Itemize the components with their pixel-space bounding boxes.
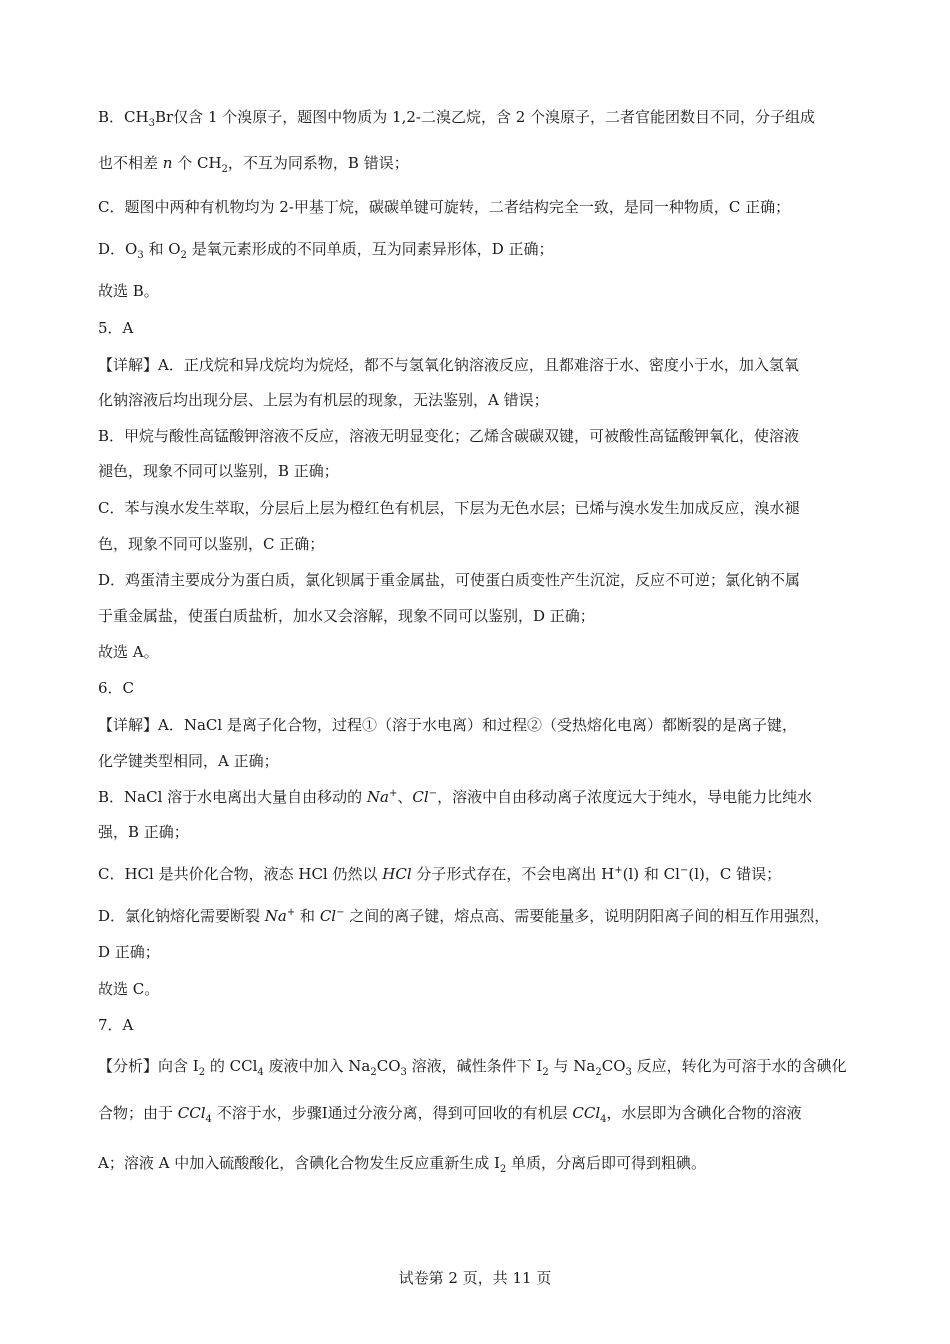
text-line xyxy=(98,498,858,518)
text-line xyxy=(98,281,858,301)
text-segment: D 正确； xyxy=(98,943,160,961)
text-segment: 、 xyxy=(397,788,413,806)
text-line xyxy=(98,318,858,338)
text-segment: 仅含 1 个溴原子，题图中物质为 1,2-二溴乙烷，含 2 个溴原子，二者官能团数目不同，分子组成 xyxy=(173,108,816,126)
text-segment: 2 xyxy=(542,1067,549,1076)
text-line xyxy=(98,239,858,259)
text-segment: 于重金属盐，使蛋白质盐析，加水又会溶解，现象不同可以鉴别，D 正确； xyxy=(98,607,595,625)
text-segment: 4 xyxy=(257,1067,264,1076)
text-segment: 的 CCl xyxy=(205,1057,258,1075)
text-line xyxy=(98,942,858,962)
text-segment: CH xyxy=(124,108,149,126)
text-line xyxy=(98,1056,858,1076)
text-line xyxy=(98,107,858,127)
text-segment: + xyxy=(614,865,623,876)
text-segment: 反应，转化为可溶于水的含碘化 xyxy=(631,1057,847,1075)
text-segment: 故选 B。 xyxy=(98,282,159,300)
text-line xyxy=(98,461,858,481)
text-segment: 2 xyxy=(180,250,187,259)
text-segment: 单质，分离后即可得到粗碘。 xyxy=(506,1154,707,1172)
text-line xyxy=(98,822,858,842)
text-segment: CO xyxy=(376,1057,401,1075)
text-segment: 故选 A。 xyxy=(98,643,159,661)
text-segment: (l) 和 Cl xyxy=(622,865,680,883)
text-segment: Cl xyxy=(412,788,429,806)
text-line xyxy=(98,570,858,590)
text-segment: A；溶液 A 中加入硫酸酸化，含碘化合物发生反应重新生成 I xyxy=(98,1154,500,1172)
text-segment: + xyxy=(388,788,398,799)
text-segment: − xyxy=(428,788,438,799)
text-segment: 化学键类型相同，A 正确； xyxy=(98,752,279,770)
text-line xyxy=(98,426,858,446)
text-line xyxy=(98,751,858,771)
text-line xyxy=(98,197,858,217)
text-segment: ，不互为同系物，B 错误； xyxy=(227,154,409,172)
text-segment: 分子形式存在，不会电离出 H xyxy=(411,865,615,883)
text-segment: 2 xyxy=(221,164,228,173)
text-segment: 【详解】A．正戊烷和异戊烷均为烷烃，都不与氢氧化钠溶液反应，且都难溶于水、密度小于水，加入氢氧 xyxy=(98,356,799,374)
text-segment: 2 xyxy=(370,1067,377,1076)
text-segment: C．苯与溴水发生萃取，分层后上层为橙红色有机层，下层为无色水层；已烯与溴水发生加成反应，溴水褪 xyxy=(98,499,800,517)
text-segment: 不溶于水，步骤Ⅰ通过分液分离，得到可回收的有机层 xyxy=(211,1104,573,1122)
text-segment: 2 xyxy=(499,1164,507,1173)
text-segment: C．题图中两种有机物均为 2-甲基丁烷，碳碳单键可旋转，二者结构完全一致，是同一种物质，C 正确； xyxy=(98,198,791,216)
text-segment: 2 xyxy=(198,1067,206,1076)
text-line xyxy=(98,606,858,626)
text-segment: Na xyxy=(366,788,389,806)
text-segment: 色，现象不同可以鉴别，C 正确； xyxy=(98,535,325,553)
page-footer: 试卷第 2 页，共 11 页 xyxy=(398,1269,552,1287)
text-line xyxy=(98,906,858,926)
text-segment: 与 Na xyxy=(548,1057,596,1075)
text-segment: HCl xyxy=(382,865,412,883)
text-segment: (l)，C 错误； xyxy=(688,865,782,883)
text-segment: 5．A xyxy=(98,319,134,337)
text-segment: 故选 C。 xyxy=(98,980,160,998)
text-line xyxy=(98,1015,858,1035)
text-line xyxy=(98,715,858,735)
text-segment: 3 xyxy=(148,118,155,127)
text-line xyxy=(98,1103,858,1123)
text-segment: D．鸡蛋清主要成分为蛋白质，氯化钡属于重金属盐，可使蛋白质变性产生沉淀，反应不可逆；氯化钠不属 xyxy=(98,571,801,589)
text-segment: 是氧元素形成的不同单质，互为同素异形体，D 正确； xyxy=(186,240,554,258)
text-segment: Na xyxy=(264,907,287,925)
text-line xyxy=(98,787,858,807)
text-segment: CCl xyxy=(177,1104,206,1122)
text-segment: 褪色，现象不同可以鉴别，B 正确； xyxy=(98,462,339,480)
text-segment: 【详解】A．NaCl 是离子化合物，过程①（溶于水电离）和过程②（受热熔化电离）都断裂的是离子键， xyxy=(98,716,797,734)
text-segment: 3 xyxy=(137,250,144,259)
text-line xyxy=(98,534,858,554)
text-segment: − xyxy=(336,907,345,918)
text-segment: B． xyxy=(98,108,125,126)
text-segment: 和 xyxy=(295,907,320,925)
text-line xyxy=(98,678,858,698)
text-segment: 4 xyxy=(205,1114,212,1123)
text-segment: 也不相差 xyxy=(98,154,159,172)
text-segment: CCl xyxy=(572,1104,601,1122)
text-segment: 4 xyxy=(600,1114,607,1123)
text-line xyxy=(98,390,858,410)
text-line xyxy=(98,1153,858,1173)
text-segment: ，溶液中自由移动离子浓度远大于纯水，导电能力比纯水 xyxy=(437,788,813,806)
text-segment: 合物；由于 xyxy=(98,1104,178,1122)
text-segment: 7．A xyxy=(98,1016,134,1034)
text-line xyxy=(98,979,858,999)
text-segment: C．HCl 是共价化合物，液态 HCl 仍然以 xyxy=(98,865,383,883)
text-segment: Br xyxy=(154,108,174,126)
text-segment: B．甲烷与酸性高锰酸钾溶液不反应，溶液无明显变化；乙烯含碳碳双键，可被酸性高锰酸钾氧化，使溶液 xyxy=(98,427,800,445)
text-segment: 强，B 正确； xyxy=(98,823,189,841)
text-line xyxy=(98,355,858,375)
text-segment: 废液中加入 Na xyxy=(263,1057,371,1075)
text-segment: 之间的离子键，熔点高、需要能量多，说明阴阳离子间的相互作用强烈， xyxy=(344,907,830,925)
text-segment: 溶液，碱性条件下 I xyxy=(406,1057,543,1075)
text-segment: n xyxy=(158,154,178,172)
text-segment: B．NaCl 溶于水电离出大量自由移动的 xyxy=(98,788,367,806)
text-segment: 6．C xyxy=(98,679,135,697)
text-segment: Cl xyxy=(319,907,337,925)
text-segment: 2 xyxy=(595,1067,602,1076)
text-segment: CO xyxy=(601,1057,626,1075)
text-segment: ，水层即为含碘化合物的溶液 xyxy=(606,1104,802,1122)
text-segment: 个 CH xyxy=(177,154,222,172)
text-segment: 3 xyxy=(400,1067,407,1076)
text-segment: D．O xyxy=(98,240,138,258)
text-segment: 和 O xyxy=(143,240,181,258)
text-segment: − xyxy=(679,865,689,876)
text-segment: 化钠溶液后均出现分层、上层为有机层的现象，无法鉴别，A 错误； xyxy=(98,391,549,409)
text-line xyxy=(98,642,858,662)
text-line xyxy=(98,153,858,173)
text-segment: 3 xyxy=(625,1067,632,1076)
text-segment: D．氯化钠熔化需要断裂 xyxy=(98,907,265,925)
text-line xyxy=(98,864,858,884)
text-segment: + xyxy=(286,907,296,918)
text-segment: 【分析】向含 I xyxy=(98,1057,199,1075)
